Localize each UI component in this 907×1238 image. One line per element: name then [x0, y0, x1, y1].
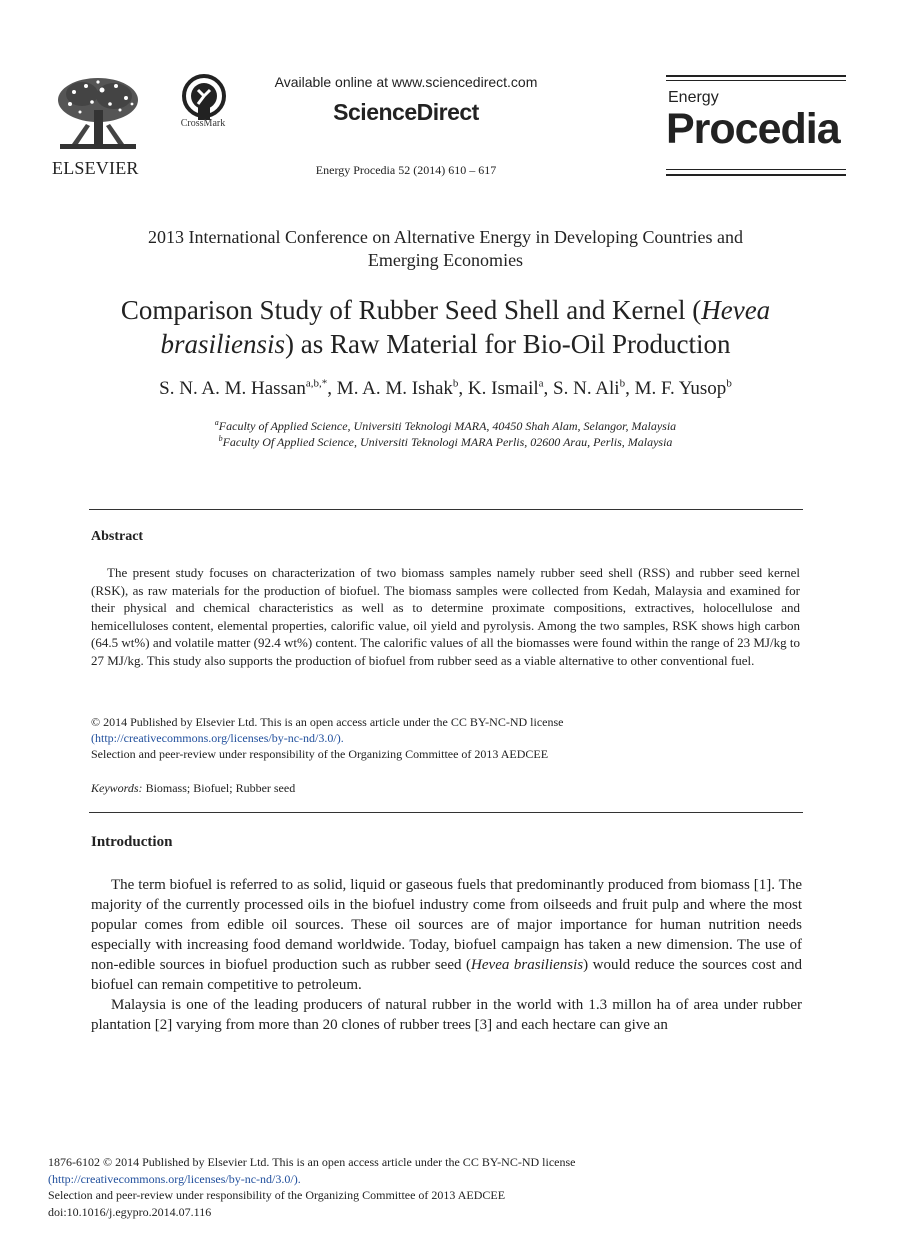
author: K. Ismail$^a$, — [467, 378, 554, 400]
abstract-body: The present study focuses on characterization of two biomass samples namely rubber seed shell (RSS) and rubber seed kernel (RSK), as raw materials for the production of biofuel. The biomass samples were collected from Kedah, Malaysia and examined for their physical and chemical characteristics as well as to determine proximate compositions, extractives, holocellulose and hemicelluloses content, elemental properties, calorific value, oil yield and pyrolysis. Among the two samples, RSK shows high carbon (64.5 wt%) and volatile matter (92.4 wt%) content. The calorific values of all the biomasses were found within the range of 23 MJ/kg to 27 MJ/kg. This study also supports the production of biofuel from rubber seed as a viable alternative to other conventional fuel. — [91, 565, 800, 668]
paper-title — [70, 293, 821, 361]
title-italic: Hevea — [701, 295, 771, 325]
author: S. N. Ali$^b$, — [553, 378, 635, 400]
title-text: Comparison Study of Rubber Seed Shell and Kernel ( — [120, 295, 702, 325]
journal-reference: Energy Procedia 52 (2014) 610 – 617 — [315, 163, 497, 177]
abstract-heading: Abstract — [91, 529, 144, 544]
elsevier-tree-icon — [52, 74, 144, 156]
divider — [89, 509, 803, 510]
license-link[interactable]: (http://creativecommons.org/licenses/by-nc-nd/3.0/). — [91, 731, 344, 745]
crossmark-label: CrossMark — [180, 118, 226, 129]
intro-paragraph: The term biofuel is referred to as solid, liquid or gaseous fuels that predominantly produced from biomass [1]. The majority of the currently processed oils in the biofuel industry come from oilseeds and fruit pulp and where the most popular comes from edible oil sources. These oil sources are of major importance for human nutrition needs especially with increasing food demand worldwide. Today, biofuel campaign has taken a new dimension. The use of non-edible sources in biofuel production such as rubber seed (Hevea brasiliensis) would reduce the sources cost and biofuel can remain competitive to petroleum. — [91, 877, 803, 993]
available-online-text: Available online at www.sciencedirect.com — [274, 74, 538, 90]
intro-paragraph: Malaysia is one of the leading producers of natural rubber in the world with 1.3 millon ha of area under rubber plantation [2] varying from more than 20 clones of rubber trees [3] and each hectare can give an — [91, 997, 802, 1033]
author-list — [70, 378, 821, 400]
journal-logo-rule — [666, 75, 846, 77]
keywords: Keywords: Biomass; Biofuel; Rubber seed — [91, 781, 296, 795]
introduction-heading: Introduction — [91, 834, 173, 850]
author: M. F. Yusop$^b$ — [634, 378, 732, 400]
elsevier-logo — [52, 74, 144, 178]
title-italic: brasiliensis — [160, 329, 286, 359]
conference-line: 2013 International Conference on Alternative Energy in Developing Countries and — [147, 227, 743, 247]
title-text: ) as Raw Material for Bio-Oil Production — [285, 329, 731, 359]
journal-logo-rule — [666, 169, 846, 170]
journal-logo-rule — [666, 174, 846, 176]
journal-logo-rule — [666, 80, 846, 81]
sciencedirect-logo: ScienceDirect — [333, 99, 479, 125]
divider — [89, 812, 803, 813]
affiliation: $^b$Faculty Of Applied Science, Universiti Teknologi MARA Perlis, 02600 Arau, Perlis, Malaysia — [218, 434, 673, 449]
journal-logo-energy: Energy — [668, 89, 719, 106]
affiliation: $^a$Faculty of Applied Science, Universiti Teknologi MARA, 40450 Shah Alam, Selangor, Malaysia — [214, 418, 677, 433]
footer: 1876-6102 © 2014 Published by Elsevier Ltd. This is an open access article under the CC BY-NC-ND license (http://creativecommons.org/licenses/by-nc-nd/3.0/). Selection and peer-review under responsibility of the Organizing Committee of 2013 AEDCEE doi:10.1016/j.egypro.2014.07.116 — [48, 1154, 808, 1220]
journal-logo-procedia: Procedia — [666, 105, 840, 153]
conference-line: Emerging Economies — [367, 250, 524, 270]
footer-license-link[interactable]: (http://creativecommons.org/licenses/by-nc-nd/3.0/). — [48, 1171, 301, 1186]
publisher-name: ELSEVIER — [52, 158, 139, 178]
author: S. N. A. M. Hassan$^{a,b,*}$, — [159, 378, 337, 400]
doi[interactable]: doi:10.1016/j.egypro.2014.07.116 — [48, 1204, 212, 1219]
license-statement: © 2014 Published by Elsevier Ltd. This is an open access article under the CC BY-NC-ND license (http://creativecommons.org/licenses/by-nc-nd/3.0/). Selection and peer-review under responsibility of the Organizing Committee of 2013 AEDCEE — [91, 714, 800, 762]
journal-logo — [666, 75, 846, 175]
author: M. A. M. Ishak$^b$, — [336, 378, 468, 400]
conference-name — [90, 226, 801, 272]
